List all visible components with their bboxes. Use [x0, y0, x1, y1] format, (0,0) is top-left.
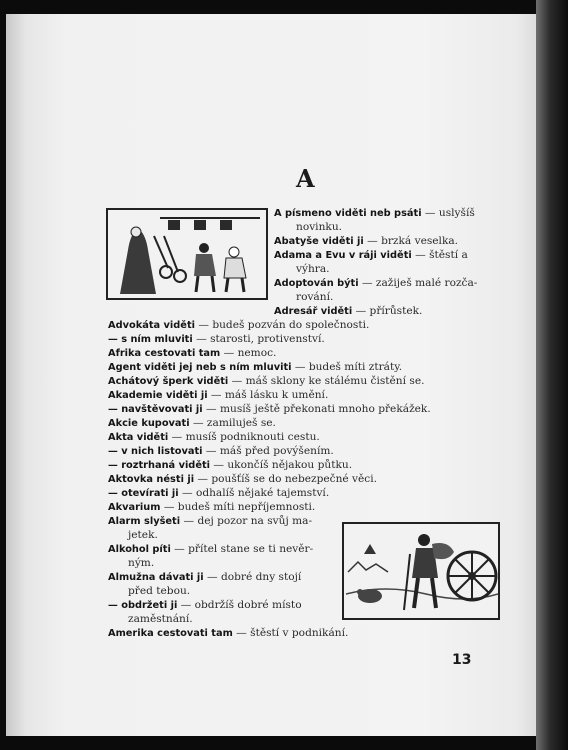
entry-line: výhra. [296, 263, 330, 275]
entry-line: zaměstnání. [128, 613, 193, 625]
entry-line: Abatyše viděti ji — brzká veselka. [274, 235, 459, 247]
entry-line: Achátový šperk viděti — máš sklony ke stálému čistění se. [108, 375, 425, 387]
entry-line: Almužna dávati ji — dobré dny stojí [108, 571, 302, 583]
entry-line: Adresář viděti — přírůstek. [274, 305, 423, 317]
entry-line: jetek. [128, 529, 158, 541]
entry-line: Advokáta viděti — budeš pozván do společnosti. [108, 319, 370, 331]
entry-line: — obdržeti ji — obdržíš dobré místo [108, 599, 302, 611]
section-letter: A [296, 164, 315, 193]
entry-line: Adoptován býti — zažiješ malé rozča- [274, 277, 478, 289]
entry-line: ným. [128, 557, 155, 569]
entry-line: — s ním mluviti — starosti, protivenství. [108, 333, 325, 345]
entry-line: Akcie kupovati — zamiluješ se. [108, 417, 276, 429]
entry-line: novinku. [296, 221, 343, 233]
entry-line: A písmeno viděti neb psáti — uslyšíš [274, 207, 475, 219]
entry-line: Alkohol píti — přítel stane se ti nevěr- [108, 543, 314, 555]
entry-line: Afrika cestovati tam — nemoc. [108, 347, 277, 359]
entry-line: — v nich listovati — máš před povýšením. [108, 445, 334, 457]
entry-line: Amerika cestovati tam — štěstí v podnikání. [108, 627, 349, 639]
entry-line: — navštěvovati ji — musíš ještě překonati mnoho překážek. [108, 403, 431, 415]
entry-line: — otevírati ji — odhalíš nějaké tajemství. [108, 487, 330, 499]
entry-line: Alarm slyšeti — dej pozor na svůj ma- [108, 515, 313, 527]
entry-line: Akvarium — budeš míti nepříjemnosti. [108, 501, 316, 513]
entry-line: Aktovka nésti ji — poušťíš se do nebezpečné věci. [108, 473, 377, 485]
page-number: 13 [452, 652, 472, 668]
entry-line: před tebou. [128, 585, 191, 597]
entry-line: Akademie viděti ji — máš lásku k umění. [108, 389, 329, 401]
entry-line: Agent viděti jej neb s ním mluviti — budeš míti ztráty. [108, 361, 403, 373]
entry-line: Akta viděti — musíš podniknouti cestu. [108, 431, 320, 443]
entry-line: — roztrhaná viděti — ukončíš nějakou půtku. [108, 459, 353, 471]
entry-line: Adama a Evu v ráji viděti — štěstí a [274, 249, 468, 261]
entry-line: rování. [296, 291, 334, 303]
